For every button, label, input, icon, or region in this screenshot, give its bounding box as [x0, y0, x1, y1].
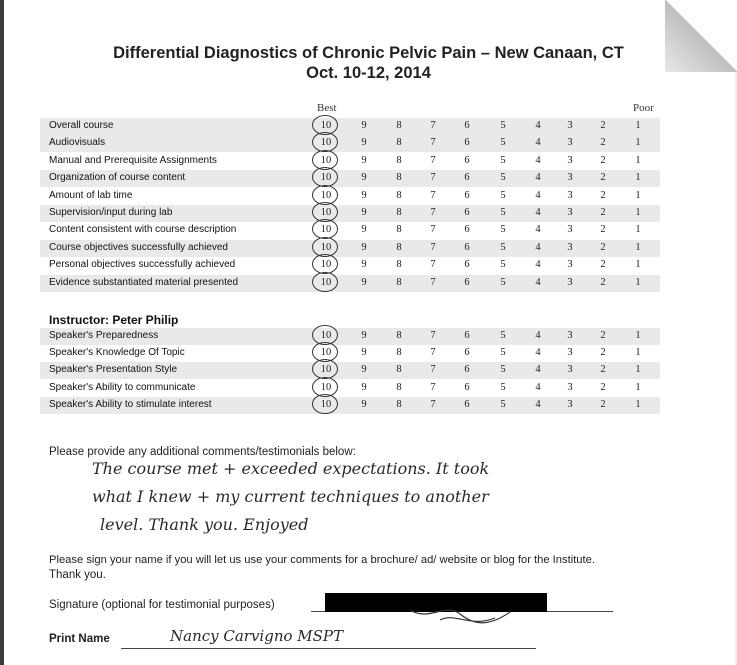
rating-option-8[interactable]: 8	[396, 259, 402, 271]
rating-option-5[interactable]: 5	[500, 347, 506, 359]
rating-option-10[interactable]: 10	[320, 241, 332, 253]
rating-option-3[interactable]: 3	[567, 189, 573, 201]
rating-option-2[interactable]: 2	[600, 207, 606, 218]
rating-option-7[interactable]: 7	[430, 207, 436, 218]
rating-option-7[interactable]: 7	[430, 241, 436, 253]
rating-option-5[interactable]: 5	[500, 398, 506, 410]
rating-option-3[interactable]: 3	[567, 241, 573, 253]
rating-option-9[interactable]: 9	[361, 137, 367, 149]
rating-option-3[interactable]: 3	[567, 120, 573, 131]
rating-option-4[interactable]: 4	[535, 364, 541, 376]
rating-option-10[interactable]: 10	[320, 398, 332, 410]
rating-option-1[interactable]: 1	[635, 120, 641, 131]
course-item-row	[40, 240, 660, 257]
rating-option-3[interactable]: 3	[567, 381, 573, 393]
form-title: Differential Diagnostics of Chronic Pelvic Pain – New Canaan, CT	[113, 44, 624, 62]
scale-best-label: Best	[317, 102, 337, 114]
instructor-item-row	[40, 345, 660, 362]
rating-option-6[interactable]: 6	[464, 347, 470, 359]
rating-option-7[interactable]: 7	[430, 364, 436, 376]
rating-option-4[interactable]: 4	[535, 259, 541, 271]
rating-option-1[interactable]: 1	[635, 189, 641, 201]
rating-option-2[interactable]: 2	[600, 381, 606, 393]
course-item-row-label: Course objectives successfully achieved	[49, 241, 228, 253]
rating-option-8[interactable]: 8	[396, 189, 402, 201]
rating-option-10[interactable]: 10	[320, 189, 332, 201]
rating-option-3[interactable]: 3	[567, 207, 573, 218]
course-item-row-label: Audiovisuals	[49, 137, 106, 149]
rating-option-2[interactable]: 2	[600, 398, 606, 410]
rating-option-2[interactable]: 2	[600, 137, 606, 149]
instructor-item-row-label: Speaker's Knowledge Of Topic	[49, 347, 185, 359]
rating-option-3[interactable]: 3	[567, 398, 573, 410]
rating-option-10[interactable]: 10	[320, 207, 332, 218]
rating-option-5[interactable]: 5	[500, 241, 506, 253]
rating-option-6[interactable]: 6	[464, 398, 470, 410]
rating-option-2[interactable]: 2	[600, 241, 606, 253]
rating-option-5[interactable]: 5	[500, 207, 506, 218]
rating-option-4[interactable]: 4	[535, 137, 541, 149]
rating-option-2[interactable]: 2	[600, 364, 606, 376]
course-item-row-label: Manual and Prerequisite Assignments	[49, 154, 217, 166]
rating-option-4[interactable]: 4	[535, 154, 541, 166]
rating-option-2[interactable]: 2	[600, 347, 606, 359]
rating-option-7[interactable]: 7	[430, 398, 436, 410]
rating-option-4[interactable]: 4	[535, 330, 541, 341]
rating-option-9[interactable]: 9	[361, 189, 367, 201]
rating-option-8[interactable]: 8	[396, 381, 402, 393]
print-name-label: Print Name	[49, 633, 110, 645]
rating-option-10[interactable]: 10	[320, 347, 332, 359]
rating-option-1[interactable]: 1	[635, 224, 641, 236]
handwritten-comment-line-2: what I knew + my current techniques to another	[92, 487, 489, 506]
course-item-row	[40, 275, 660, 292]
rating-option-1[interactable]: 1	[635, 364, 641, 376]
rating-option-5[interactable]: 5	[500, 137, 506, 149]
course-item-row	[40, 118, 660, 135]
course-item-row-label: Evidence substantiated material presented	[49, 276, 239, 288]
comments-prompt: Please provide any additional comments/testimonials below:	[49, 446, 356, 458]
course-item-row-label: Supervision/input during lab	[49, 207, 173, 218]
rating-option-5[interactable]: 5	[500, 259, 506, 271]
rating-option-5[interactable]: 5	[500, 381, 506, 393]
rating-option-5[interactable]: 5	[500, 364, 506, 376]
rating-option-4[interactable]: 4	[535, 207, 541, 218]
rating-option-5[interactable]: 5	[500, 120, 506, 131]
rating-option-7[interactable]: 7	[430, 276, 436, 288]
rating-option-9[interactable]: 9	[361, 172, 367, 184]
rating-option-1[interactable]: 1	[635, 276, 641, 288]
instructor-heading: Instructor: Peter Philip	[49, 313, 179, 327]
selected-rating-circle	[312, 272, 338, 292]
rating-option-4[interactable]: 4	[535, 276, 541, 288]
print-name-value: Nancy Carvigno MSPT	[170, 627, 344, 645]
rating-option-9[interactable]: 9	[361, 259, 367, 271]
rating-option-4[interactable]: 4	[535, 224, 541, 236]
rating-option-8[interactable]: 8	[396, 347, 402, 359]
rating-option-6[interactable]: 6	[464, 154, 470, 166]
rating-option-1[interactable]: 1	[635, 137, 641, 149]
rating-option-9[interactable]: 9	[361, 224, 367, 236]
rating-option-2[interactable]: 2	[600, 276, 606, 288]
rating-option-8[interactable]: 8	[396, 364, 402, 376]
rating-option-3[interactable]: 3	[567, 172, 573, 184]
rating-option-4[interactable]: 4	[535, 189, 541, 201]
rating-option-7[interactable]: 7	[430, 347, 436, 359]
rating-option-6[interactable]: 6	[464, 137, 470, 149]
rating-option-1[interactable]: 1	[635, 207, 641, 218]
rating-option-8[interactable]: 8	[396, 241, 402, 253]
rating-option-7[interactable]: 7	[430, 259, 436, 271]
rating-option-3[interactable]: 3	[567, 276, 573, 288]
rating-option-10[interactable]: 10	[320, 120, 332, 131]
signature-scribble	[400, 600, 530, 630]
selected-rating-circle	[312, 394, 338, 414]
instructor-item-row	[40, 362, 660, 379]
handwritten-comment-line-1: The course met + exceeded expectations. It took	[92, 459, 490, 478]
rating-option-4[interactable]: 4	[535, 381, 541, 393]
rating-option-9[interactable]: 9	[361, 381, 367, 393]
form-dates: Oct. 10-12, 2014	[306, 64, 431, 82]
rating-option-7[interactable]: 7	[430, 120, 436, 131]
rating-option-7[interactable]: 7	[430, 381, 436, 393]
course-item-row-label: Content consistent with course description	[49, 224, 237, 236]
rating-option-6[interactable]: 6	[464, 241, 470, 253]
rating-option-4[interactable]: 4	[535, 120, 541, 131]
rating-option-9[interactable]: 9	[361, 207, 367, 218]
rating-option-10[interactable]: 10	[320, 224, 332, 236]
rating-option-6[interactable]: 6	[464, 381, 470, 393]
print-name-line	[121, 648, 536, 649]
rating-option-4[interactable]: 4	[535, 172, 541, 184]
rating-option-8[interactable]: 8	[396, 330, 402, 341]
rating-option-8[interactable]: 8	[396, 207, 402, 218]
rating-option-7[interactable]: 7	[430, 172, 436, 184]
rating-option-9[interactable]: 9	[361, 398, 367, 410]
instructor-item-row-label: Speaker's Presentation Style	[49, 364, 178, 376]
rating-option-6[interactable]: 6	[464, 189, 470, 201]
rating-option-4[interactable]: 4	[535, 241, 541, 253]
rating-option-5[interactable]: 5	[500, 189, 506, 201]
rating-option-9[interactable]: 9	[361, 120, 367, 131]
course-item-row	[40, 205, 660, 222]
scale-poor-label: Poor	[633, 102, 654, 114]
course-item-row	[40, 222, 660, 239]
rating-option-2[interactable]: 2	[600, 189, 606, 201]
rating-option-9[interactable]: 9	[361, 364, 367, 376]
rating-option-3[interactable]: 3	[567, 330, 573, 341]
rating-option-6[interactable]: 6	[464, 120, 470, 131]
instructor-item-row	[40, 328, 660, 345]
rating-option-7[interactable]: 7	[430, 224, 436, 236]
rating-option-7[interactable]: 7	[430, 189, 436, 201]
rating-option-1[interactable]: 1	[635, 172, 641, 184]
rating-option-9[interactable]: 9	[361, 241, 367, 253]
rating-option-1[interactable]: 1	[635, 154, 641, 166]
rating-option-1[interactable]: 1	[635, 241, 641, 253]
course-item-row-label: Overall course	[49, 120, 114, 131]
rating-option-6[interactable]: 6	[464, 330, 470, 341]
instructor-item-row-label: Speaker's Ability to communicate	[49, 381, 196, 393]
rating-option-10[interactable]: 10	[320, 137, 332, 149]
rating-option-2[interactable]: 2	[600, 172, 606, 184]
handwritten-comment-line-3: level. Thank you. Enjoyed	[100, 515, 309, 534]
rating-option-10[interactable]: 10	[320, 172, 332, 184]
course-item-row	[40, 170, 660, 187]
rating-option-8[interactable]: 8	[396, 224, 402, 236]
signature-label: Signature (optional for testimonial purposes)	[49, 599, 275, 611]
rating-option-6[interactable]: 6	[464, 364, 470, 376]
rating-option-2[interactable]: 2	[600, 154, 606, 166]
rating-option-3[interactable]: 3	[567, 259, 573, 271]
course-item-row	[40, 135, 660, 152]
rating-option-3[interactable]: 3	[567, 224, 573, 236]
permission-text-line-1: Please sign your name if you will let us use your comments for a brochure/ ad/ website or blog for the Institute.	[49, 554, 595, 566]
rating-option-5[interactable]: 5	[500, 172, 506, 184]
rating-option-7[interactable]: 7	[430, 330, 436, 341]
permission-text-line-2: Thank you.	[49, 569, 106, 581]
rating-option-10[interactable]: 10	[320, 276, 332, 288]
rating-option-3[interactable]: 3	[567, 347, 573, 359]
rating-option-8[interactable]: 8	[396, 120, 402, 131]
rating-option-1[interactable]: 1	[635, 398, 641, 410]
rating-option-10[interactable]: 10	[320, 330, 332, 341]
rating-option-5[interactable]: 5	[500, 224, 506, 236]
rating-option-3[interactable]: 3	[567, 364, 573, 376]
scan-left-edge	[0, 0, 4, 665]
rating-option-8[interactable]: 8	[396, 172, 402, 184]
rating-option-5[interactable]: 5	[500, 330, 506, 341]
rating-option-2[interactable]: 2	[600, 330, 606, 341]
rating-option-4[interactable]: 4	[535, 347, 541, 359]
course-item-row-label: Personal objectives successfully achieved	[49, 259, 236, 271]
rating-option-9[interactable]: 9	[361, 330, 367, 341]
instructor-item-row-label: Speaker's Ability to stimulate interest	[49, 398, 212, 410]
rating-option-10[interactable]: 10	[320, 259, 332, 271]
course-item-row	[40, 188, 660, 205]
rating-option-10[interactable]: 10	[320, 364, 332, 376]
rating-option-9[interactable]: 9	[361, 347, 367, 359]
instructor-item-row	[40, 380, 660, 397]
rating-option-5[interactable]: 5	[500, 154, 506, 166]
rating-option-6[interactable]: 6	[464, 276, 470, 288]
rating-option-7[interactable]: 7	[430, 154, 436, 166]
rating-option-6[interactable]: 6	[464, 172, 470, 184]
rating-option-1[interactable]: 1	[635, 347, 641, 359]
rating-option-7[interactable]: 7	[430, 137, 436, 149]
rating-option-6[interactable]: 6	[464, 224, 470, 236]
rating-option-6[interactable]: 6	[464, 259, 470, 271]
rating-option-1[interactable]: 1	[635, 330, 641, 341]
course-item-row-label: Organization of course content	[49, 172, 186, 184]
rating-option-5[interactable]: 5	[500, 276, 506, 288]
rating-option-2[interactable]: 2	[600, 120, 606, 131]
rating-option-1[interactable]: 1	[635, 259, 641, 271]
rating-option-9[interactable]: 9	[361, 276, 367, 288]
rating-option-1[interactable]: 1	[635, 381, 641, 393]
rating-option-8[interactable]: 8	[396, 137, 402, 149]
rating-option-8[interactable]: 8	[396, 154, 402, 166]
instructor-item-row	[40, 397, 660, 414]
rating-option-10[interactable]: 10	[320, 154, 332, 166]
course-item-row-label: Amount of lab time	[49, 189, 133, 201]
course-item-row	[40, 153, 660, 170]
course-item-row	[40, 257, 660, 274]
rating-option-2[interactable]: 2	[600, 224, 606, 236]
rating-option-3[interactable]: 3	[567, 154, 573, 166]
rating-option-3[interactable]: 3	[567, 137, 573, 149]
rating-option-10[interactable]: 10	[320, 381, 332, 393]
rating-option-8[interactable]: 8	[396, 276, 402, 288]
rating-option-2[interactable]: 2	[600, 259, 606, 271]
rating-option-8[interactable]: 8	[396, 398, 402, 410]
rating-option-4[interactable]: 4	[535, 398, 541, 410]
rating-option-6[interactable]: 6	[464, 207, 470, 218]
instructor-item-row-label: Speaker's Preparedness	[49, 330, 159, 341]
rating-option-9[interactable]: 9	[361, 154, 367, 166]
